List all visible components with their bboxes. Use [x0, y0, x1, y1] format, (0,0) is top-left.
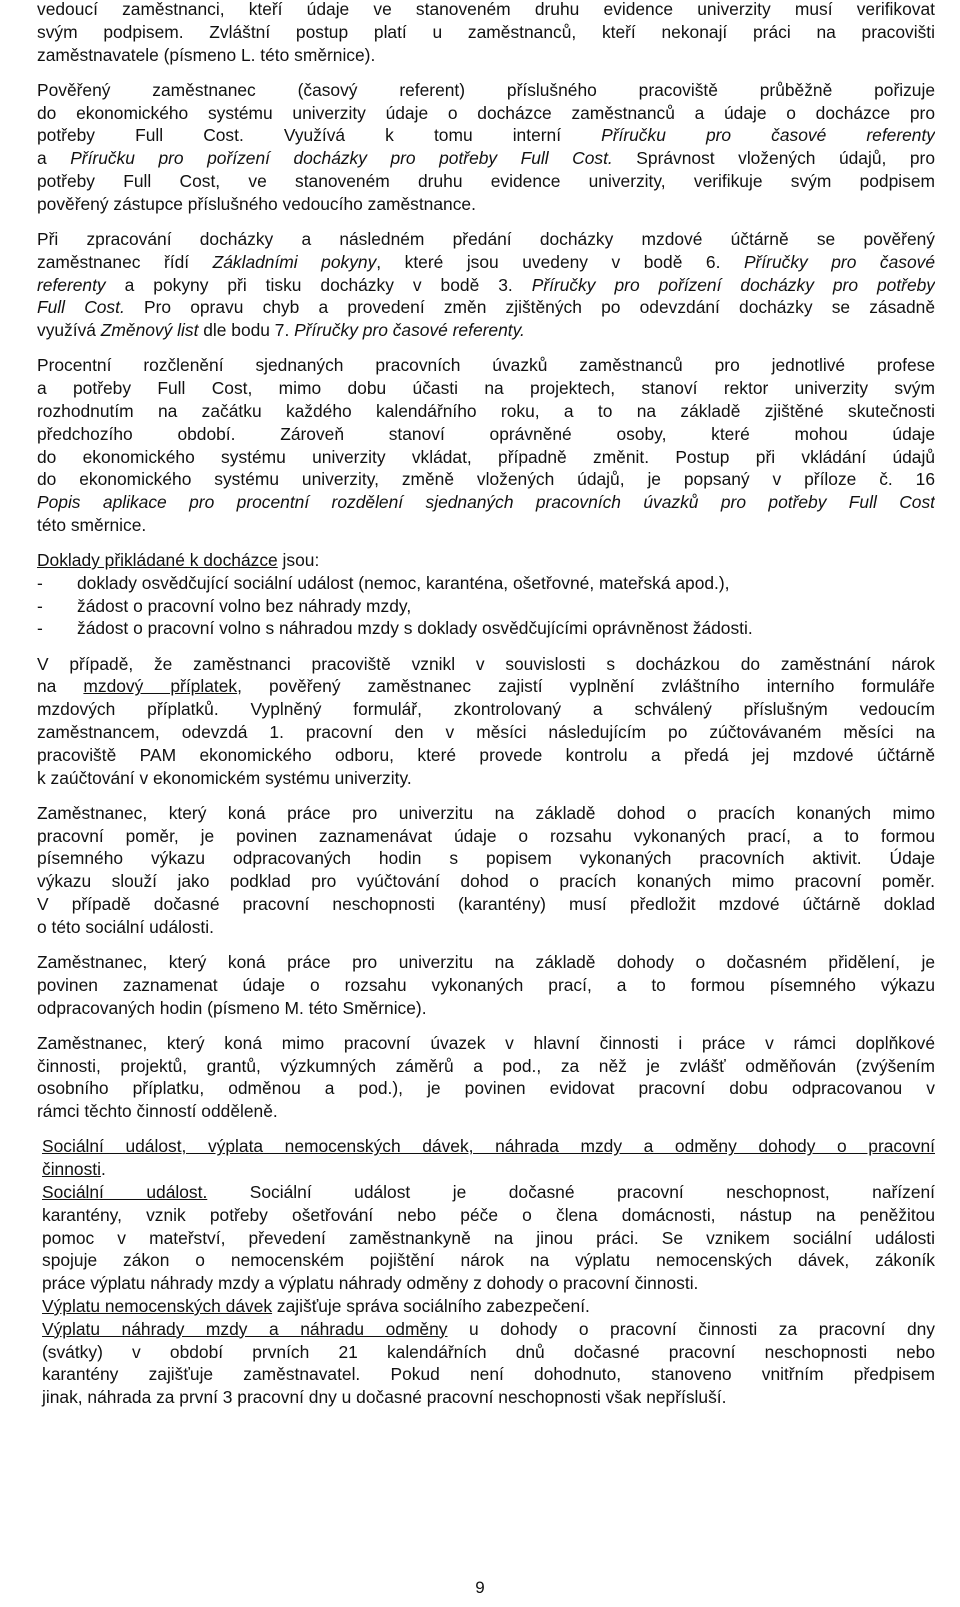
text-line [37, 274, 935, 297]
text-line [37, 147, 935, 170]
text-line [37, 1295, 935, 1318]
text-line: V případě dočasné pracovní neschopnosti (karantény) musí předložit mzdové účtárně doklad [37, 894, 935, 915]
bullet-paragraph-2 [37, 228, 935, 251]
underlined-term: Sociální událost. [42, 1181, 208, 1202]
text-line: spojuje zákon o nemocenském pojištění nárok na výplatu nemocenských dávek, zákoník [42, 1250, 935, 1271]
text-span: . [100, 1159, 106, 1180]
list-item [37, 595, 935, 618]
italic-reference: Základními pokyny [212, 251, 377, 272]
text-line: k zaúčtování v ekonomickém systému univerzity. [37, 767, 412, 788]
text-line: rámci těchto činností odděleně. [37, 1101, 278, 1122]
text-span: zaměstnanec řídí [37, 251, 213, 272]
text-line: Pověřený zaměstnanec (časový referent) příslušného pracoviště průběžně pořizuje [37, 79, 935, 100]
text-line: předchozího období. Zároveň stanoví oprávněné osoby, které mohou údaje [37, 423, 935, 444]
italic-reference: Popis aplikace pro procentní rozdělení sjednaných pracovních úvazků pro potřeby Full Cost [37, 492, 935, 513]
document-body [37, 0, 935, 1409]
text-line: Procentní rozčlenění sjednaných pracovních úvazků zaměstnanců pro jednotlivé profese [37, 355, 935, 376]
text-line: karantény zajišťuje zaměstnavatel. Pokud není dohodnuto, stanoveno vnitřním předpisem [42, 1364, 935, 1385]
list-item [37, 617, 935, 640]
text-line: osobního příplatku, odměnou a pod.), je povinen evidovat pracovní dobu odpracovanou v [37, 1078, 935, 1099]
list-item-text: žádost o pracovní volno bez náhrady mzdy, [77, 595, 412, 616]
text-line: pracoviště PAM ekonomického odboru, které provede kontrolu a předá jej mzdové účtárně [37, 744, 935, 765]
text-line: a potřeby Full Cost, mimo dobu účasti na projektech, stanoví rektor univerzity svým [37, 378, 935, 399]
text-line: výkazu slouží jako podklad pro vyúčtování dohod o pracích konaných mimo pracovní poměr. [37, 871, 935, 892]
text-line [37, 1158, 935, 1181]
italic-reference: Příručky pro časové [743, 251, 935, 272]
underlined-term: Výplatu náhrady mzdy a náhradu odměny [42, 1318, 448, 1339]
bullet-paragraph-8 [37, 1032, 935, 1055]
bullet-paragraph-4 [37, 549, 935, 572]
italic-reference: Příručky pro časové referenty. [294, 320, 525, 341]
list-item-text: doklady osvědčující sociální událost (nemoc, karanténa, ošetřovné, mateřská apod.), [77, 572, 730, 593]
text-span: , pověřený zaměstnanec zajistí vyplnění zvláštního interního formuláře [237, 676, 935, 697]
text-line [37, 319, 935, 342]
italic-reference: Full Cost. [37, 297, 125, 318]
underlined-heading: Doklady přikládané k docházce [37, 550, 278, 571]
text-line: V případě, že zaměstnanci pracoviště vznikl v souvislosti s docházkou do zaměstnání nárok [37, 653, 935, 674]
text-line [37, 124, 935, 147]
text-line: vedoucí zaměstnanci, kteří údaje ve stanoveném druhu evidence univerzity musí verifikovat [37, 0, 935, 19]
text-line: činnosti, projektů, grantů, výzkumných záměrů a pod., za něž je zvlášť odměňován (zvýšením [37, 1055, 935, 1076]
text-span: Sociální událost je dočasné pracovní neschopnost, nařízení [207, 1181, 935, 1202]
text-line: do ekonomického systému univerzity, změně vložených údajů, je popsaný v příloze č. 16 [37, 469, 935, 490]
text-span: Správnost vložených údajů, pro [612, 148, 935, 169]
underlined-term: mzdový příplatek [83, 676, 238, 697]
text-line: svým podpisem. Zvláštní postup platí u zaměstnanců, kteří nekonají práci na pracovišti [37, 21, 935, 42]
italic-reference: Příručku pro časové referenty [601, 125, 935, 146]
text-line [37, 675, 935, 698]
text-line: Zaměstnanec, který koná práce pro univerzitu na základě dohody o dočasném přidělení, je [37, 952, 935, 973]
text-line: Zaměstnanec, který koná práce pro univerzitu na základě dohod o pracích konaných mimo [37, 802, 935, 823]
text-span: jsou: [277, 550, 320, 571]
text-line: (svátky) v období prvních 21 kalendářních dnů dočasné pracovní neschopnosti nebo [42, 1341, 935, 1362]
underlined-heading: Sociální událost, výplata nemocenských dávek, náhrada mzdy a odměny dohody o pracovní [42, 1136, 935, 1157]
text-line: pomoc v mateřství, převedení zaměstnankyně na jinou práci. Se vznikem sociální události [42, 1227, 935, 1248]
bullet-paragraph-3 [37, 354, 935, 377]
text-span: využívá [37, 320, 101, 341]
text-line: povinen zaznamenat údaje o rozsahu vykonaných prací, a to formou písemného výkazu [37, 974, 935, 995]
italic-reference: referenty [37, 274, 106, 295]
dash-marker: - [37, 618, 43, 639]
text-span: na [37, 676, 84, 697]
underlined-heading: činnosti [42, 1159, 101, 1180]
text-span: u dohody o pracovní činnosti za pracovní dny [447, 1318, 935, 1339]
text-line [37, 1181, 935, 1204]
text-line: Při zpracování docházky a následném předání docházky mzdové účtárně se pověřený [37, 228, 935, 249]
text-span: zajišťuje správa sociálního zabezpečení. [272, 1295, 590, 1316]
text-line: do ekonomického systému univerzity údaje o docházce zaměstnanců a údaje o docházce pro [37, 102, 935, 123]
bullet-paragraph-5 [37, 653, 935, 676]
text-line: zaměstnavatele (písmeno L. této směrnice). [37, 44, 376, 65]
italic-reference: Příručky pro pořízení docházky pro potřeby [531, 274, 935, 295]
text-line: pracovní poměr, je povinen zaznamenávat údaje o rozsahu vykonaných prací, a to formou [37, 825, 935, 846]
text-line: pověřený zástupce příslušného vedoucího zaměstnance. [37, 193, 476, 214]
bullet-paragraph-6 [37, 802, 935, 825]
text-line: do ekonomického systému univerzity vkládat, případně změnit. Postup při vkládání údajů [37, 446, 935, 467]
text-line [37, 251, 935, 274]
bullet-paragraph-7 [37, 951, 935, 974]
dash-marker: - [37, 595, 43, 616]
text-line [37, 296, 935, 319]
text-span: Pro opravu chyb a provedení změn zjištěných po odevzdání docházky se zásadně [124, 297, 935, 318]
text-line: písemného výkazu odpracovaných hodin s popisem vykonaných pracovních aktivit. Údaje [37, 848, 935, 869]
list-item-text: žádost o pracovní volno s náhradou mzdy s doklady osvědčujícími oprávněnost žádosti. [77, 618, 753, 639]
text-line: práce výplatu náhrady mzdy a výplatu náhrady odměny z dohody o pracovní činnosti. [42, 1273, 699, 1294]
text-line: Zaměstnanec, který koná mimo pracovní úvazek v hlavní činnosti i práce v rámci doplňkové [37, 1032, 935, 1053]
text-span: potřeby Full Cost. Využívá k tomu interní [37, 125, 602, 146]
text-line: potřeby Full Cost, ve stanoveném druhu evidence univerzity, verifikuje svým podpisem [37, 170, 935, 191]
dash-marker: - [37, 572, 43, 593]
italic-reference: Změnový list [100, 320, 199, 341]
text-line: odpracovaných hodin (písmeno M. této Směrnice). [37, 997, 427, 1018]
text-span: a [37, 148, 71, 169]
text-line: mzdových příplatků. Vyplněný formulář, zkontrolovaný a schválený příslušným vedoucím [37, 699, 935, 720]
text-span: a pokyny při tisku docházky v bodě 3. [105, 274, 532, 295]
text-line [37, 1318, 935, 1341]
bullet-paragraph-1 [37, 79, 935, 102]
text-line: karantény, vznik potřeby ošetřování nebo péče o člena domácnosti, nástup na peněžitou [42, 1204, 935, 1225]
list-item [37, 572, 935, 595]
text-line: této směrnice. [37, 514, 147, 535]
text-line: zaměstnancem, odevzdá 1. pracovní den v měsíci následujícím po zúčtovávaném měsíci na [37, 722, 935, 743]
text-line: rozhodnutím na začátku každého kalendářního roku, a to na základě zjištěné skutečnosti [37, 400, 935, 421]
italic-reference: Příručku pro pořízení docházky pro potřeby Full Cost. [70, 148, 613, 169]
bullet-paragraph-9 [37, 1135, 935, 1158]
text-span: , které jsou uvedeny v bodě 6. [376, 251, 744, 272]
text-span: dle bodu 7. [198, 320, 295, 341]
underlined-term: Výplatu nemocenských dávek [42, 1295, 273, 1316]
page-number: 9 [475, 1578, 485, 1597]
text-line: jinak, náhrada za první 3 pracovní dny u dočasné pracovní neschopnosti však nepřísluší. [42, 1387, 727, 1408]
text-line: o této sociální události. [37, 916, 214, 937]
